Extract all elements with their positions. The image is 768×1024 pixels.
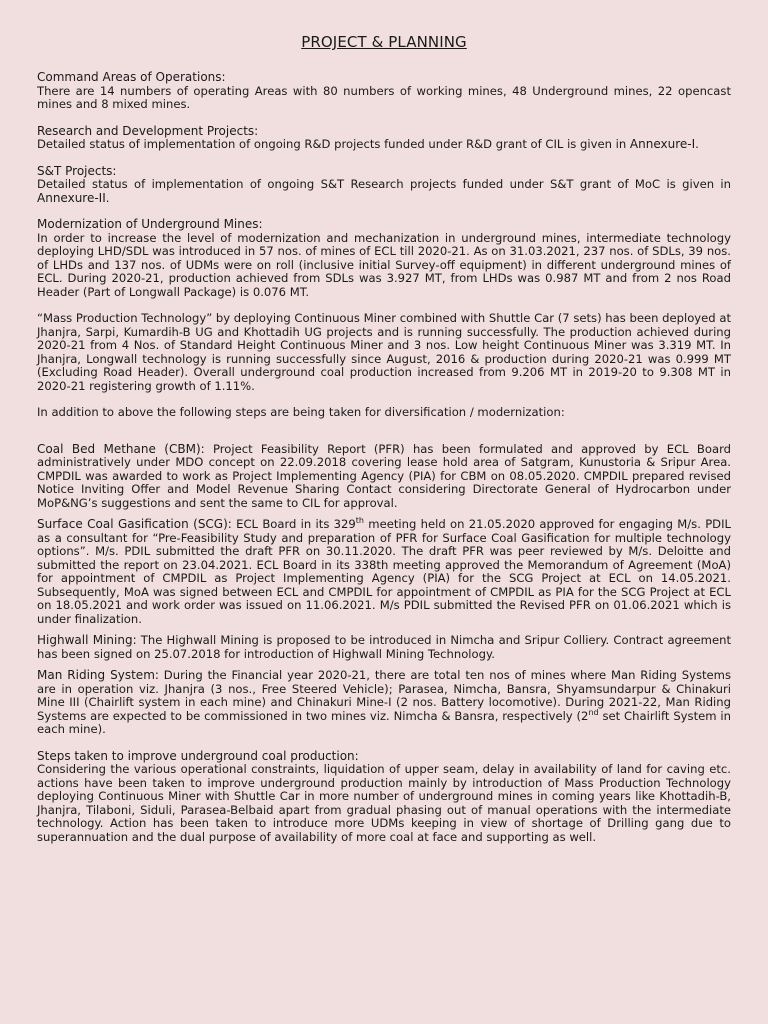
command-areas-heading: Command Areas of Operations: (37, 70, 226, 84)
rnd-end: . (695, 137, 699, 151)
snt-end: . (105, 190, 110, 205)
annexure-ii-reference: Annexure-II (37, 190, 106, 205)
man-riding-text-a: During the Financial year 2020-21, there are total ten nos of mines where Man Riding Systems are in operation viz. Jhanjra (3 nos., Free Steered Vehicle); Parasea, Nimcha, Bansra, Shyamsundarpur & Chinakuri Mine III (Chairlift system in each mine) and Chinakuri Mine-I (2 nos. Battery locomotive). During 2021-22, Man Riding Systems are expected to be commissioned in two mines viz. Nimcha & Bansra, respectively (2 (37, 668, 732, 723)
command-areas-text: There are 14 numbers of operating Areas with 80 numbers of working mines, 48 Underground mines, 22 opencast mines and 8 mixed mines. (37, 83, 731, 111)
snt-heading: S&T Projects: (37, 163, 117, 178)
modernization-paragraph-1: In order to increase the level of modernization and mechanization in underground mines, intermediate technology deploying LHD/SDL was introduced in 57 nos. of mines of ECL till 2020-21. As on 31.03.2021, 237 nos. of SDLs, 39 nos. of LHDs and 137 nos. of UDMs were on roll (inclusive initial Survey-off equipment) in different underground mines of ECL. During 2020-21, production achieved from SDLs was 3.927 MT, from LHDs was 0.987 MT and from 2 nos Road Header (Part of Longwall Package) is 0.076 MT. (37, 230, 731, 299)
man-riding-superscript: nd (588, 707, 599, 717)
highwall-text: The Highwall Mining is proposed to be introduced in Nimcha and Sripur Colliery. Contract agreement has been signed on 25.07.2018 for introduction of Highwall Mining Technology. (37, 633, 732, 661)
steps-section (37, 750, 731, 845)
annexure-i-reference: Annexure-I (629, 137, 696, 151)
snt-section (37, 165, 731, 206)
modernization-heading: Modernization of Underground Mines: (37, 217, 263, 231)
rnd-section (37, 125, 731, 152)
rnd-heading: Research and Development Projects: (37, 123, 259, 138)
scg-text-a: ECL Board in its 329 (231, 517, 356, 531)
scg-lead: Surface Coal Gasification (SCG): (37, 517, 232, 531)
highwall-lead: Highwall Mining: (37, 633, 137, 647)
man-riding-text-b: set Chairlift System in each mine). (37, 708, 731, 736)
cbm-lead: Coal Bed Methane (CBM): (37, 441, 205, 456)
page-title: PROJECT & PLANNING (301, 33, 467, 51)
modernization-paragraph-2: “Mass Production Technology” by deploying Continuous Miner combined with Shuttle Car (7 sets) has been deployed at Jhanjra, Sarpi, Kumardih-B UG and Khottadih UG projects and is running successfully. The production achieved during 2020-21 from 4 Nos. of Standard Height Continuous Miner and 3 nos. Low height Continuous Miner was 3.319 MT. In Jhanjra, Longwall technology is running successfully since August, 2016 & production during 2020-21 was 0.999 MT (Excluding Road Header). Overall underground coal production increased from 9.206 MT in 2019-20 to 9.308 MT in 2020-21 registering growth of 1.11%. (37, 311, 731, 393)
rnd-text: Detailed status of implementation of ongoing R&D projects funded under R&D grant of CIL is given in (37, 137, 627, 151)
cbm-paragraph (37, 443, 731, 511)
modernization-section (37, 218, 731, 420)
command-areas-section (37, 71, 731, 112)
snt-paragraph (37, 178, 731, 205)
rnd-paragraph (37, 138, 731, 152)
man-riding-lead: Man Riding System: (37, 668, 159, 682)
highwall-paragraph (37, 634, 731, 661)
scg-paragraph (37, 518, 731, 626)
modernization-paragraph-3: In addition to above the following steps are being taken for diversification / modernization: (37, 405, 565, 419)
scg-superscript: th (355, 516, 365, 526)
steps-heading: Steps taken to improve underground coal production: (37, 748, 359, 763)
snt-text: Detailed status of implementation of ongoing S&T Research projects funded under S&T grant of MoC is given in (37, 177, 731, 191)
steps-text: Considering the various operational constraints, liquidation of upper seam, delay in availability of land for caving etc. actions have been taken to improve underground production mainly by introduction of Mass Production Technology deploying Continuous Miner with Shuttle Car in more number of underground mines in coming years like Khottadih-B, Jhanjra, Tilaboni, Siduli, Parasea-Belbaid apart from gradual phasing out of manual operations with the intermediate technology. Action has been taken to introduce more UDMs keeping in view of shortage of Drilling gang due to superannuation and the dual purpose of availability of more coal at face and supporting as well. (37, 762, 731, 844)
scg-text-b: meeting held on 21.05.2020 approved for engaging M/s. PDIL as a consultant for “Pre-Feasibility Study and preparation of PFR for Surface Coal Gasification for multiple technology options”. M/s. PDIL submitted the draft PFR on 30.11.2020. The draft PFR was peer reviewed by M/s. Deloitte and submitted the report on 23.04.2021. ECL Board in its 338th meeting approved the Memorandum of Agreement (MoA) for appointment of CMPDIL as Project Implementing Agency (PIA) for the SCG Project at ECL on 14.05.2021. Subsequently, MoA was signed between ECL and CMPDIL for appointment of CMPDIL as PIA for the SCG Project at ECL on 18.05.2021 and work order was issued on 11.06.2021. M/s PDIL submitted the Revised PFR on 01.06.2021 which is under finalization. (37, 517, 731, 626)
man-riding-paragraph (37, 669, 731, 737)
cbm-text: Project Feasibility Report (PFR) has been formulated and approved by ECL Board administratively under MDO concept on 22.09.2018 covering lease hold area of Satgram, Kunustoria & Sripur Area. CMPDIL was awarded to work as Project Implementing Agency (PIA) for CBM on 08.05.2020. CMPDIL prepared revised Notice Inviting Offer and Model Revenue Sharing Contact considering Directorate General of Hydrocarbon under MoP&NG’s suggestions and sent the same to CIL for approval. (37, 441, 731, 510)
